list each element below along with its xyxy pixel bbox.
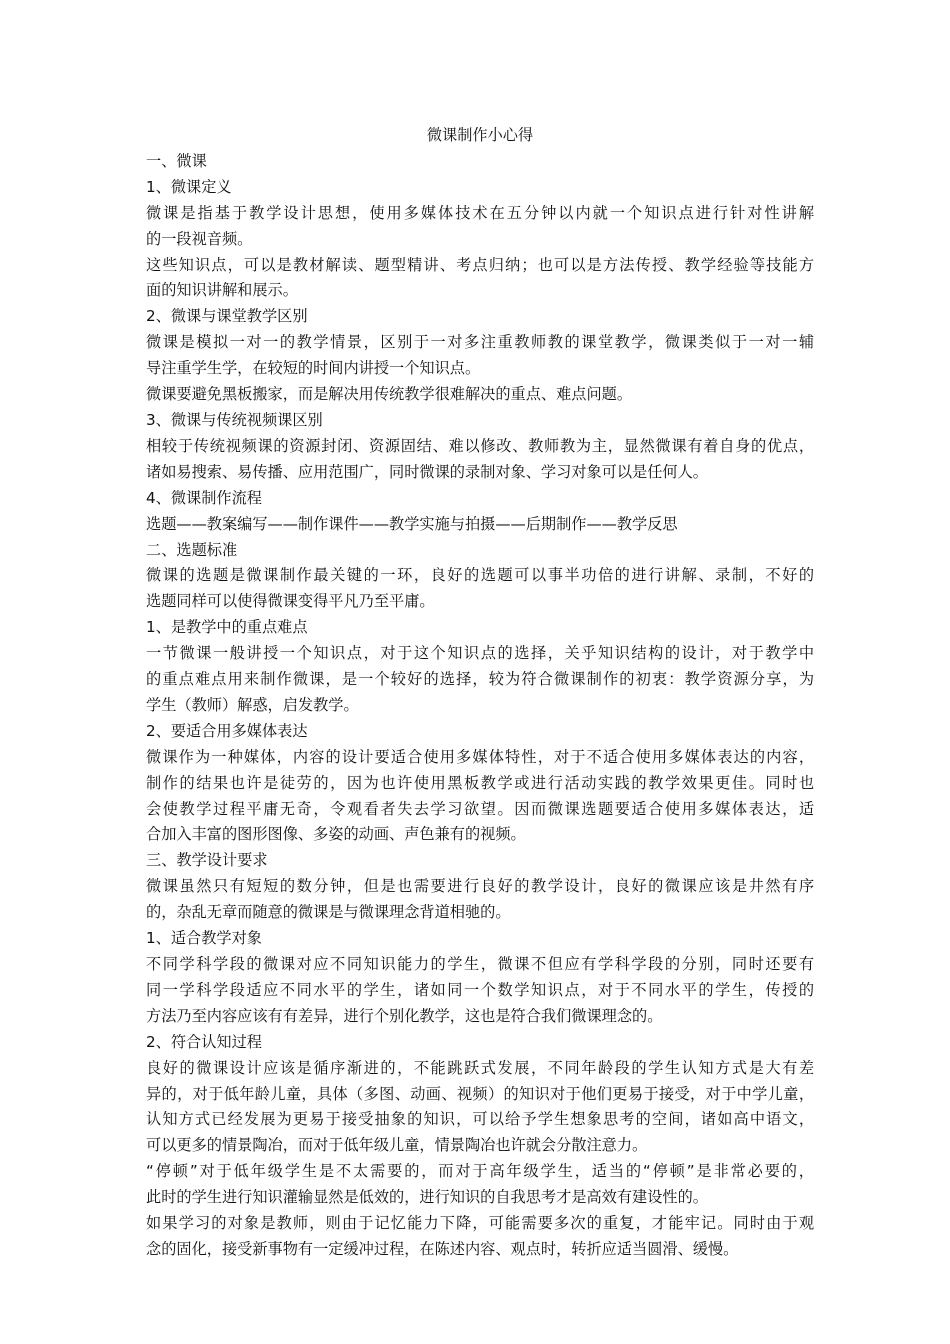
section-heading: 1、是教学中的重点难点	[146, 618, 308, 637]
paragraph-line: 的一段视音频。	[146, 229, 253, 248]
paragraph-line: 方法乃至内容应该有有差异，进行个别化教学，这也是符合我们微课理念的。	[146, 1006, 663, 1025]
section-heading: 1、适合教学对象	[146, 929, 262, 948]
section-heading: 2、微课与课堂教学区别	[146, 307, 308, 326]
paragraph-line: 认知方式已经发展为更易于接受抽象的知识，可以给予学生想象思考的空间，诸如高中语文，	[146, 1110, 814, 1129]
paragraph-line: “停顿”对于低年级学生是不太需要的，而对于高年级学生，适当的“停顿”是非常必要的，	[146, 1162, 814, 1181]
section-heading: 1、微课定义	[146, 177, 232, 196]
section-heading: 2、要适合用多媒体表达	[146, 721, 308, 740]
section-heading: 二、选题标准	[146, 540, 238, 559]
document-body	[146, 149, 814, 1263]
paragraph-line: 制作的结果也许是徒劳的，因为也许使用黑板教学或进行活动实践的教学效果更佳。同时也	[146, 773, 814, 792]
paragraph-line: 相较于传统视频课的资源封闭、资源固结、难以修改、教师教为主，显然微课有着自身的优点，	[146, 436, 814, 455]
paragraph-line: 微课是指基于教学设计思想，使用多媒体技术在五分钟以内就一个知识点进行针对性讲解	[146, 203, 814, 222]
document-title: 微课制作小心得	[426, 126, 534, 144]
paragraph-line: 异的，对于低年龄儿童，具体（多图、动画、视频）的知识对于他们更易于接受，对于中学儿童，	[146, 1084, 814, 1103]
paragraph-line: 此时的学生进行知识灌输显然是低效的，进行知识的自我思考才是高效有建设性的。	[146, 1188, 708, 1207]
paragraph-line: 微课是模拟一对一的教学情景，区别于一对多注重教师教的课堂教学，微课类似于一对一辅	[146, 333, 814, 352]
paragraph-line: 念的固化，接受新事物有一定缓冲过程，在陈述内容、观点时，转折应适当圆滑、缓慢。	[146, 1239, 739, 1258]
paragraph-line: 会使教学过程平庸无奇，令观看者失去学习欲望。因而微课选题要适合使用多媒体表达，适	[146, 799, 814, 818]
paragraph-line: 选题同样可以使得微课变得平凡乃至平庸。	[146, 592, 435, 611]
paragraph-line: 选题——教案编写——制作课件——教学实施与拍摄——后期制作——教学反思	[146, 514, 678, 533]
paragraph-line: 微课虽然只有短短的数分钟，但是也需要进行良好的教学设计，良好的微课应该是井然有序	[146, 877, 814, 896]
paragraph-line: 面的知识讲解和展示。	[146, 281, 298, 300]
paragraph-line: 良好的微课设计应该是循序渐进的，不能跳跃式发展，不同年龄段的学生认知方式是大有差	[146, 1058, 814, 1077]
section-heading: 一、微课	[146, 151, 207, 170]
paragraph-line: 一节微课一般讲授一个知识点，对于这个知识点的选择，关乎知识结构的设计，对于教学中	[146, 644, 814, 663]
paragraph-line: 这些知识点，可以是教材解读、题型精讲、考点归纳；也可以是方法传授、教学经验等技能方	[146, 255, 814, 274]
section-heading: 三、教学设计要求	[146, 851, 268, 870]
paragraph-line: 导注重学生学，在较短的时间内讲授一个知识点。	[146, 359, 481, 378]
paragraph-line: 微课要避免黑板搬家，而是解决用传统教学很难解决的重点、难点问题。	[146, 385, 632, 404]
paragraph-line: 微课的选题是微课制作最关键的一环，良好的选题可以事半功倍的进行讲解、录制，不好的	[146, 566, 814, 585]
paragraph-line: 如果学习的对象是教师，则由于记忆能力下降，可能需要多次的重复，才能牢记。同时由于观	[146, 1214, 814, 1233]
paragraph-line: 合加入丰富的图形图像、多姿的动画、声色兼有的视频。	[146, 825, 526, 844]
paragraph-line: 的重点难点用来制作微课，是一个较好的选择，较为符合微课制作的初衷：教学资源分享，为	[146, 670, 814, 689]
paragraph-line: 可以更多的情景陶冶，而对于低年级儿童，情景陶冶也许就会分散注意力。	[146, 1136, 648, 1155]
section-heading: 3、微课与传统视频课区别	[146, 410, 323, 429]
section-heading: 4、微课制作流程	[146, 488, 262, 507]
section-heading: 2、符合认知过程	[146, 1032, 262, 1051]
paragraph-line: 微课作为一种媒体，内容的设计要适合使用多媒体特性，对于不适合使用多媒体表达的内容，	[146, 747, 814, 766]
paragraph-line: 同一学科学段适应不同水平的学生，诸如同一个数学知识点，对于不同水平的学生，传授的	[146, 980, 814, 999]
paragraph-line: 不同学科学段的微课对应不同知识能力的学生，微课不但应有学科学段的分别，同时还要有	[146, 955, 814, 973]
paragraph-line: 的，杂乱无章而随意的微课是与微课理念背道相驰的。	[146, 903, 511, 922]
paragraph-line: 诸如易搜索、易传播、应用范围广，同时微课的录制对象、学习对象可以是任何人。	[146, 462, 708, 481]
paragraph-line: 学生（教师）解惑，启发教学。	[146, 695, 359, 714]
document-page	[146, 123, 814, 1263]
